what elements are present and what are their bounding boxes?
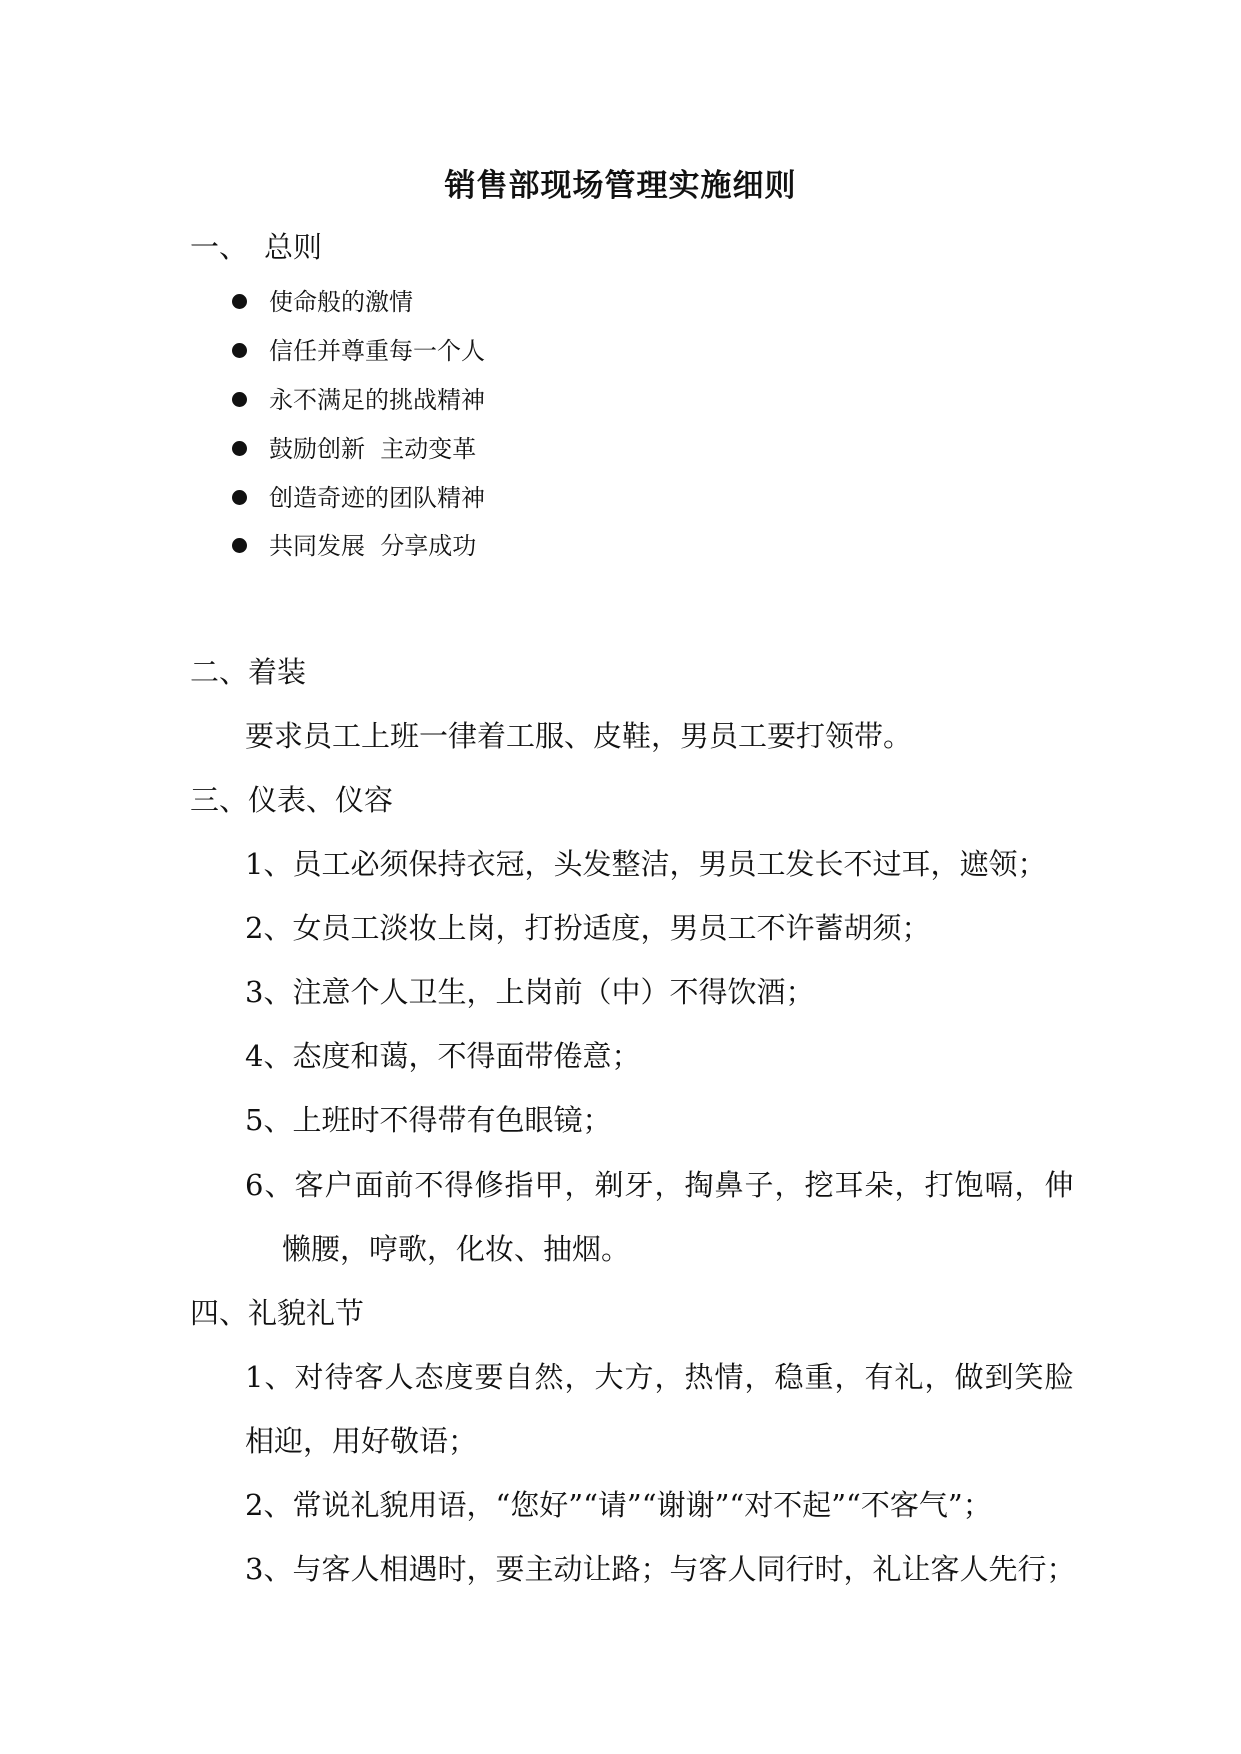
paragraph: 要求员工上班一律着工服、皮鞋，男员工要打领带。: [245, 719, 913, 753]
list-item: 2、常说礼貌用语，“您好”“请”“谢谢”“对不起”“不客气”；: [245, 1488, 992, 1522]
list-item-continuation: 懒腰，哼歌，化妆、抽烟。: [282, 1232, 631, 1266]
section-heading-general: [190, 229, 322, 265]
bullet-text: 永不满足的挑战精神: [269, 386, 485, 414]
list-item: 1、对待客人态度要自然，大方，热情，稳重，有礼，做到笑脸: [245, 1360, 1075, 1394]
bullet-item: [232, 287, 413, 317]
bullet-dot-icon: [232, 538, 247, 553]
section-heading-appearance: 三、仪表、仪容: [190, 783, 394, 817]
bullet-dot-icon: [232, 441, 247, 456]
list-item: 5、上班时不得带有色眼镜；: [245, 1103, 612, 1137]
list-item-continuation: 相迎，用好敬语；: [245, 1424, 478, 1458]
bullet-text: 创造奇迹的团队精神: [269, 484, 485, 512]
bullet-dot-icon: [232, 490, 247, 505]
section-heading-attire: 二、着装: [190, 655, 307, 689]
bullet-item: [232, 434, 476, 464]
bullet-dot-icon: [232, 294, 247, 309]
section-title: 总则: [264, 230, 323, 264]
bullet-item: [232, 531, 476, 561]
bullet-item: [232, 385, 485, 415]
bullet-item: [232, 483, 485, 513]
bullet-dot-icon: [232, 392, 247, 407]
bullet-text: 使命般的激情: [269, 288, 413, 316]
section-heading-etiquette: 四、礼貌礼节: [190, 1296, 365, 1330]
list-item: 3、注意个人卫生，上岗前（中）不得饮酒；: [245, 975, 815, 1009]
bullet-item: [232, 336, 485, 366]
section-number: 一、: [190, 230, 249, 264]
bullet-dot-icon: [232, 343, 247, 358]
list-item: 1、员工必须保持衣冠，头发整洁，男员工发长不过耳，遮领；: [245, 847, 1047, 881]
list-item: 6、客户面前不得修指甲，剃牙，掏鼻子，挖耳朵，打饱嗝，伸: [245, 1168, 1075, 1202]
document-title: 销售部现场管理实施细则: [444, 168, 797, 204]
list-item: 3、与客人相遇时，要主动让路；与客人同行时，礼让客人先行；: [245, 1552, 1076, 1586]
bullet-text: 共同发展 分享成功: [269, 532, 477, 560]
bullet-text: 鼓励创新 主动变革: [269, 435, 477, 463]
bullet-text: 信任并尊重每一个人: [269, 337, 485, 365]
list-item: 2、女员工淡妆上岗，打扮适度，男员工不许蓄胡须；: [245, 911, 931, 945]
list-item: 4、态度和蔼，不得面带倦意；: [245, 1039, 641, 1073]
